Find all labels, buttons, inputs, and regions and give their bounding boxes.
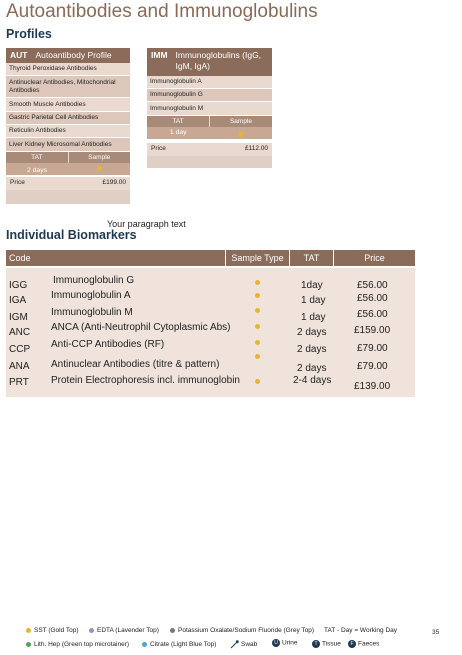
row-code: IGA	[9, 295, 27, 306]
sst-gold-dot-icon	[238, 132, 243, 137]
row-code: IGM	[9, 312, 28, 323]
imm-card-header	[147, 48, 272, 76]
legend-faeces-label: Faeces	[358, 640, 380, 648]
edta-lavender-dot-icon	[89, 628, 94, 633]
sst-gold-dot-icon	[255, 280, 260, 285]
row-code: IGG	[9, 280, 28, 291]
imm-sample-label: Sample	[229, 118, 253, 125]
header-tat: TAT	[290, 250, 334, 266]
imm-card-footer	[147, 156, 272, 168]
table-row	[6, 339, 415, 356]
imm-price-label: Price	[151, 145, 166, 152]
imm-profile-card	[147, 48, 272, 168]
faeces-icon: F	[348, 640, 356, 648]
legend-lith-label: Lith. Hep (Green top microtainer)	[34, 641, 130, 648]
legend-citrate	[142, 641, 216, 648]
imm-price-row	[147, 143, 272, 156]
imm-price: £112.00	[244, 145, 268, 152]
sst-gold-dot-icon	[255, 293, 260, 298]
row-tat: 2 days	[297, 363, 327, 374]
page-title: Autoantibodies and Immunoglobulins	[6, 1, 318, 22]
row-price: £56.00	[357, 280, 388, 291]
grey-top-dot-icon	[170, 628, 175, 633]
sst-gold-dot-icon	[97, 166, 102, 171]
row-price: £159.00	[354, 325, 391, 336]
green-top-dot-icon	[26, 642, 31, 647]
row-code: PRT	[9, 377, 29, 388]
urine-icon: U	[272, 639, 280, 647]
imm-name: Immunoglobulins (IgG, IgM, IgA)	[175, 50, 262, 72]
legend-sst	[26, 627, 79, 634]
row-name: Protein Electrophoresis incl. immunoglobin	[51, 375, 240, 386]
aut-values	[6, 163, 130, 175]
legend-swab-label: Swab	[241, 641, 258, 649]
legend-tat-note: TAT - Day = Working Day	[324, 627, 398, 634]
aut-card-header	[6, 48, 130, 63]
header-price: Price	[364, 253, 385, 263]
row-tat: 2-4 days	[293, 375, 332, 386]
table-body	[6, 268, 415, 397]
page-number: 35	[432, 629, 440, 636]
row-price: £79.00	[357, 361, 388, 372]
aut-price: £199.00	[102, 179, 126, 186]
legend-lith	[26, 641, 129, 648]
imm-item: Immunoglobulin M	[147, 102, 272, 116]
aut-sample-value	[68, 163, 130, 175]
row-name: Immunoglobulin G	[53, 275, 135, 286]
sst-gold-dot-icon	[255, 354, 260, 359]
aut-item: Gastric Parietal Cell Antibodies	[6, 112, 130, 125]
row-code: CCP	[9, 344, 31, 355]
legend-swab	[230, 640, 257, 649]
imm-tat-label: TAT	[147, 116, 210, 127]
imm-values	[147, 127, 272, 139]
table-row	[6, 290, 415, 307]
aut-subheader	[6, 152, 130, 163]
imm-tat-value: 1 day	[169, 129, 187, 136]
aut-item: Antinuclear Antibodies, Mitochondrial Antibodies	[6, 76, 130, 98]
table-header	[6, 250, 415, 266]
header-sample-type: Sample Type	[226, 250, 290, 266]
tissue-icon: T	[312, 640, 320, 648]
aut-price-row	[6, 177, 130, 190]
aut-sample-label: Sample	[88, 154, 111, 161]
row-code: ANA	[9, 361, 30, 372]
aut-item: Thyroid Peroxidase Antibodies	[6, 63, 130, 76]
row-tat: 1 day	[301, 295, 326, 306]
legend-faeces	[348, 640, 379, 648]
legend-potassium	[170, 627, 314, 634]
aut-tat-label: TAT	[6, 152, 69, 163]
aut-item: Liver Kidney Microsomal Antibodies	[6, 138, 130, 152]
aut-tat-value: 2 days	[26, 167, 48, 174]
row-tat: 1 day	[301, 312, 326, 323]
light-blue-top-dot-icon	[142, 642, 147, 647]
row-price: £79.00	[357, 343, 388, 354]
biomarkers-heading: Individual Biomarkers	[6, 228, 137, 242]
row-price: £56.00	[357, 309, 388, 320]
aut-profile-card	[6, 48, 130, 204]
aut-item: Smooth Muscle Antibodies	[6, 98, 130, 112]
row-code: ANC	[9, 327, 31, 338]
imm-code: IMM	[151, 50, 168, 60]
row-price: £139.00	[354, 381, 391, 392]
row-name: Immunoglobulin A	[51, 290, 131, 301]
sst-gold-dot-icon	[255, 340, 260, 345]
row-tat: 2 days	[297, 344, 327, 355]
imm-item: Immunoglobulin A	[147, 76, 272, 89]
row-name: Anti-CCP Antibodies (RF)	[51, 339, 165, 350]
legend-sst-label: SST (Gold Top)	[34, 627, 79, 634]
aut-code: AUT	[10, 50, 28, 60]
legend-citrate-label: Citrate (Light Blue Top)	[150, 641, 217, 648]
legend-tissue-label: Tissue	[322, 640, 341, 648]
row-name: Immunoglobulin M	[51, 307, 133, 318]
aut-item: Reticulin Antibodies	[6, 125, 130, 138]
imm-sample-value	[210, 127, 273, 139]
sst-gold-dot-icon	[255, 324, 260, 329]
legend-edta	[89, 627, 159, 634]
legend-edta-label: EDTA (Lavender Top)	[97, 627, 159, 634]
table-row	[6, 322, 415, 339]
sst-gold-dot-icon	[255, 308, 260, 313]
legend-tissue	[312, 640, 341, 648]
row-name: ANCA (Anti-Neutrophil Cytoplasmic Abs)	[51, 322, 231, 333]
paragraph-placeholder: Your paragraph text	[107, 219, 186, 229]
biomarkers-table	[6, 250, 415, 397]
legend-potassium-label: Potassium Oxalate/Sodium Fluoride (Grey Top)	[178, 627, 315, 634]
table-row	[6, 375, 415, 392]
imm-item: Immunoglobulin G	[147, 89, 272, 102]
aut-price-label: Price	[10, 179, 25, 186]
sst-gold-dot-icon	[255, 379, 260, 384]
swab-icon	[230, 640, 239, 649]
row-name: Antinuclear Antibodies (titre & pattern)	[51, 359, 220, 370]
table-row	[6, 359, 415, 373]
aut-name: Autoantibody Profile	[35, 50, 112, 60]
legend-urine	[272, 639, 298, 647]
row-tat: 1day	[301, 280, 323, 291]
imm-subheader	[147, 116, 272, 127]
row-price: £56.00	[357, 293, 388, 304]
row-tat: 2 days	[297, 327, 327, 338]
legend-urine-label: Urine	[282, 639, 298, 647]
sst-gold-dot-icon	[26, 628, 31, 633]
profiles-heading: Profiles	[6, 27, 52, 41]
header-code: Code	[6, 250, 226, 266]
aut-card-footer	[6, 190, 130, 204]
